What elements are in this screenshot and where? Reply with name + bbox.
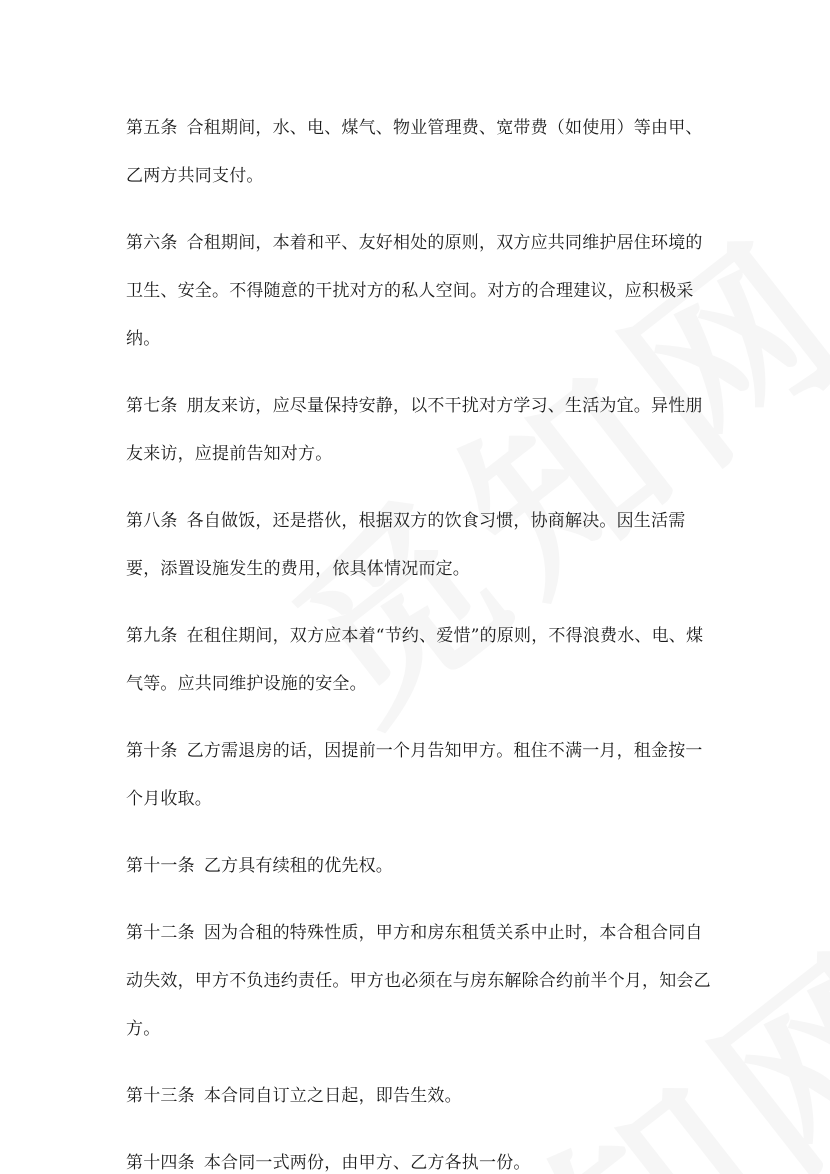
clause-text: 因为合租的特殊性质，甲方和房东租赁关系中止时，本合租合同自动失效，甲方不负违约责任。甲方也必须在与房东解除合约前半个月，知会乙方。 xyxy=(126,923,711,1039)
clause-10 xyxy=(126,727,716,823)
clause-number: 第九条 xyxy=(126,626,178,646)
clause-11 xyxy=(126,842,716,890)
clause-number: 第十三条 xyxy=(126,1086,195,1106)
clause-14 xyxy=(126,1139,716,1174)
clause-text: 各自做饭，还是搭伙，根据双方的饮食习惯，协商解决。因生活需要，添置设施发生的费用，依具体情况而定。 xyxy=(126,511,686,579)
document-body xyxy=(126,104,716,1174)
clause-8 xyxy=(126,497,716,593)
clause-text: 合租期间，水、电、煤气、物业管理费、宽带费（如使用）等由甲、乙两方共同支付。 xyxy=(126,118,703,186)
clause-7 xyxy=(126,382,716,478)
clause-text: 合租期间，本着和平、友好相处的原则，双方应共同维护居住环境的卫生、安全。不得随意的干扰对方的私人空间。对方的合理建议，应积极采纳。 xyxy=(126,233,703,349)
clause-6 xyxy=(126,219,716,363)
clause-number: 第十四条 xyxy=(126,1153,195,1173)
clause-5 xyxy=(126,104,716,200)
clause-13 xyxy=(126,1072,716,1120)
clause-9 xyxy=(126,612,716,708)
clause-text: 在租住期间，双方应本着“节约、爱惜”的原则，不得浪费水、电、煤气等。应共同维护设施的安全。 xyxy=(126,626,704,694)
clause-text: 乙方具有续租的优先权。 xyxy=(203,856,394,876)
clause-text: 乙方需退房的话，因提前一个月告知甲方。租住不满一月，租金按一个月收取。 xyxy=(126,741,703,809)
clause-number: 第五条 xyxy=(126,118,178,138)
clause-text: 本合同一式两份，由甲方、乙方各执一份。 xyxy=(203,1153,531,1173)
clause-number: 第十条 xyxy=(126,741,178,761)
clause-text: 本合同自订立之日起，即告生效。 xyxy=(203,1086,462,1106)
clause-number: 第八条 xyxy=(126,511,178,531)
clause-number: 第十一条 xyxy=(126,856,195,876)
clause-number: 第六条 xyxy=(126,233,178,253)
clause-text: 朋友来访，应尽量保持安静，以不干扰对方学习、生活为宜。异性朋友来访，应提前告知对方。 xyxy=(126,396,703,464)
clause-number: 第十二条 xyxy=(126,923,195,943)
clause-number: 第七条 xyxy=(126,396,178,416)
clause-12 xyxy=(126,909,716,1053)
